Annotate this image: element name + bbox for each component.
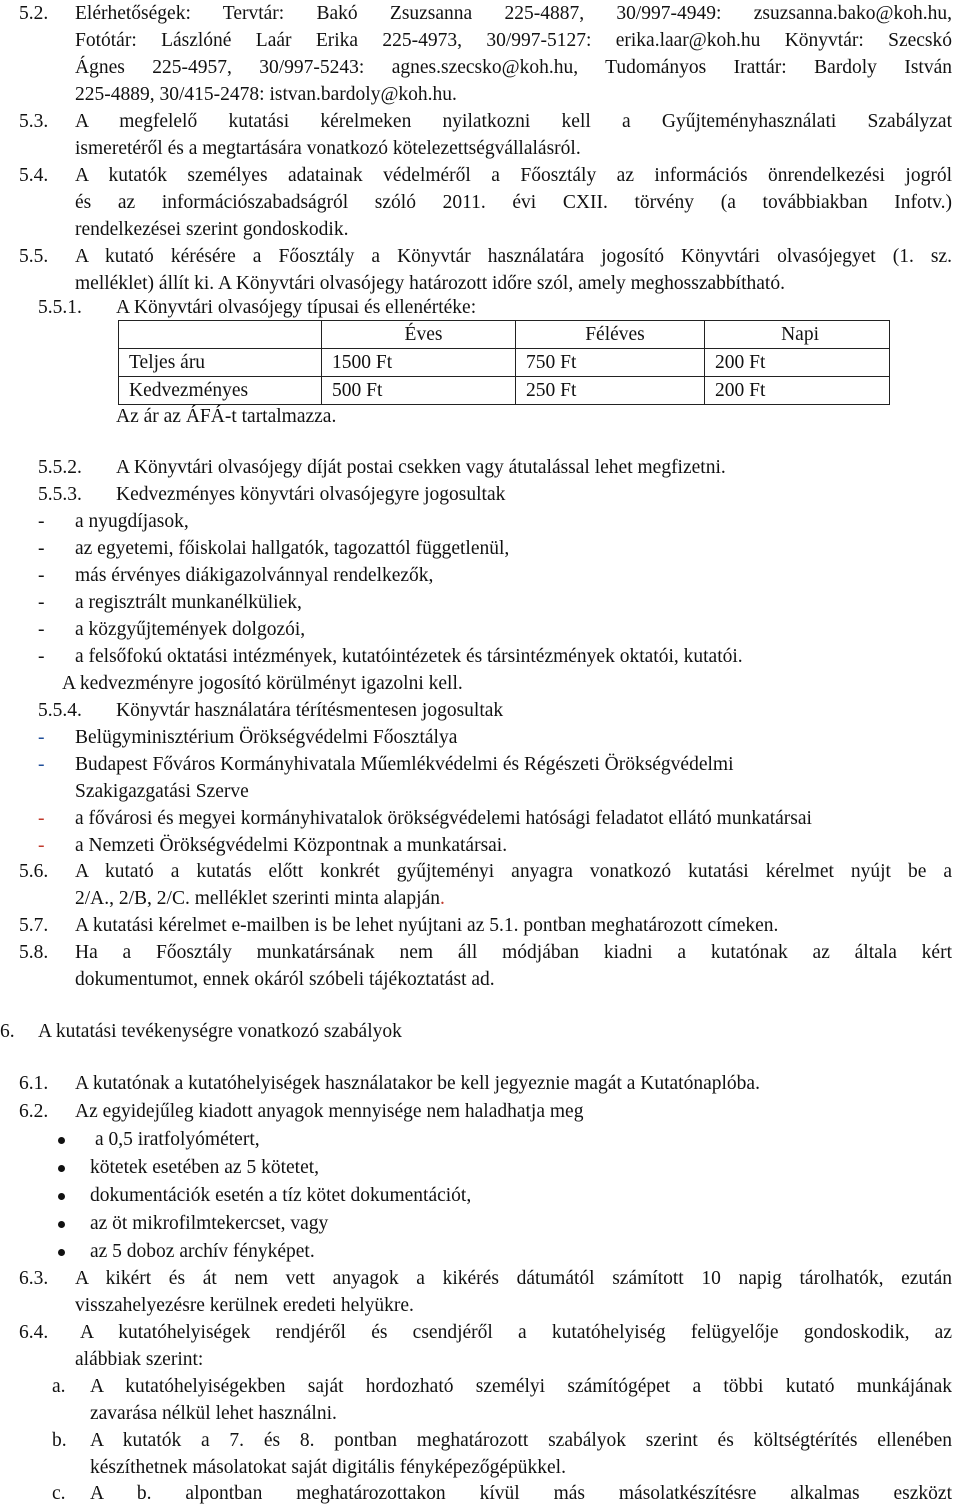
section-6-4-line-1 [0,1319,960,1346]
table-cell: 750 Ft [516,349,705,377]
section-5-5-1-title [0,294,960,321]
section-5-2-line-1 [0,0,960,27]
table-header-row [119,321,890,349]
bullet-item [0,1154,960,1181]
section-6-4-line-2 [0,1346,960,1373]
list-dash: - [38,592,45,613]
bullet-icon [58,1165,65,1172]
point-text: zavarása nélkül lehet használni. [90,1403,337,1424]
table-cell: 200 Ft [705,377,890,405]
list-dash: - [38,538,45,559]
paragraph-text: melléklet) állít ki. A Könyvtári olvasójegy határozott időre szól, amely meghosszabbítható. [75,273,785,294]
bullet-item-text: az öt mikrofilmtekercset, vagy [90,1213,329,1234]
paragraph-text: dokumentumot, ennek okáról szóbeli tájékoztatást ad. [75,969,495,990]
list-item [0,643,960,670]
section-5-7 [0,912,960,939]
bullet-icon [58,1221,65,1228]
section-5-3-line-1 [0,108,960,135]
list-item-continuation [0,778,960,805]
paragraph-text: A megfelelő kutatási kérelmeken nyilatkozni kell a Gyűjteményhasználati Szabályzat [75,111,952,132]
bullet-icon [58,1249,65,1256]
section-6-1 [0,1070,960,1097]
contact-text: 225-4889, 30/415-2478: istvan.bardoly@koh.hu. [75,84,457,105]
table-header-cell [119,321,322,349]
table-cell: Teljes áru [119,349,322,377]
paragraph-text: és az információszabadságról szóló 2011. évi CXII. törvény (a továbbiakban Infotv.) [75,192,952,213]
section-number: 5.5. [19,246,49,267]
paragraph-text [75,885,445,912]
list-item [0,535,960,562]
section-number: 5.7. [19,915,49,936]
list-item-text: a Nemzeti Örökségvédelmi Központnak a munkatársai. [75,835,508,856]
list-item-text: Budapest Főváros Kormányhivatala Műemlékvédelmi és Régészeti Örökségvédelmi [75,754,734,775]
point-text: A b. alpontban meghatározottakon kívül más másolatkészítésre alkalmas eszközt [90,1483,952,1504]
section-number: 5.8. [19,942,49,963]
section-5-5-line-2 [0,270,960,297]
list-note-text: A kedvezményre jogosító körülményt igazolni kell. [62,673,463,694]
paragraph-text: Ha a Főosztály munkatársának nem áll módjában kiadni a kutatónak az általa kért [75,942,952,963]
section-5-4-line-1 [0,162,960,189]
paragraph-text: A kutatóhelyiségek rendjéről és csendjéről a kutatóhelyiség felügyelője gondoskodik, az [80,1322,952,1343]
list-item-text: a nyugdíjasok, [75,511,189,532]
list-item [0,805,960,832]
section-5-6-line-2 [0,885,960,912]
paragraph-text: A Könyvtári olvasójegy díját postai csekken vagy átutalással lehet megfizetni. [116,457,726,478]
price-note-text: Az ár az ÁFÁ-t tartalmazza. [116,406,337,427]
table-cell: 250 Ft [516,377,705,405]
list-item-text: a fővárosi és megyei kormányhivatalok örökségvédelemi hatósági feladatot ellátó munkatársai [75,808,812,829]
section-number: 6. [0,1021,15,1042]
bullet-item [0,1126,960,1153]
bullet-item [0,1238,960,1265]
point-text: A kutatóhelyiségekben saját hordozható személyi számítógépet a többi kutató munkájának [90,1376,952,1397]
list-item-text: a felsőfokú oktatási intézmények, kutatóintézetek és társintézmények oktatói, kutatói. [75,646,743,667]
bullet-icon [58,1193,65,1200]
section-5-5-2 [0,454,960,481]
point-b-line-1 [0,1427,960,1454]
list-dash: - [38,565,45,586]
list-dash: - [38,646,45,667]
list-dash: - [38,754,45,775]
list-dash: - [38,835,45,856]
paragraph-text: A kutatók személyes adatainak védelméről a Főosztály az információs önrendelkezési jogról [75,165,952,186]
point-a-line-1 [0,1373,960,1400]
table-header-cell: Napi [705,321,890,349]
section-5-2-line-2 [0,27,960,54]
paragraph-text: rendelkezései szerint gondoskodik. [75,219,349,240]
section-number: 5.6. [19,861,49,882]
list-item [0,832,960,859]
section-number: 5.5.2. [38,457,82,478]
section-6-heading [0,1018,960,1045]
section-number: 5.3. [19,111,49,132]
section-5-2-line-4 [0,81,960,108]
section-5-3-line-2 [0,135,960,162]
list-item-text: más érvényes diákigazolvánnyal rendelkezők, [75,565,434,586]
section-number: 6.4. [19,1322,49,1343]
section-number: 6.3. [19,1268,49,1289]
section-number: 5.5.3. [38,484,82,505]
section-5-6-line-1 [0,858,960,885]
subsection-title: Az egyidejűleg kiadott anyagok mennyisége nem haladhatja meg [75,1101,584,1122]
point-a-line-2 [0,1400,960,1427]
list-item-text: a regisztrált munkanélküliek, [75,592,302,613]
list-note [0,670,960,697]
point-c-line-1 [0,1480,960,1507]
list-item-text: a közgyűjtemények dolgozói, [75,619,306,640]
section-5-8-line-1 [0,939,960,966]
section-6-2-title [0,1098,960,1125]
point-label: c. [52,1483,66,1504]
table-cell: Kedvezményes [119,377,322,405]
list-item [0,751,960,778]
section-5-8-line-2 [0,966,960,993]
point-label: b. [52,1430,67,1451]
list-item-text: Belügyminisztérium Örökségvédelmi Főosztálya [75,727,458,748]
paragraph-text: A kikért és át nem vett anyagok a kikérés dátumától számított 10 napig tárolhatók, ezután [75,1268,952,1289]
table-cell: 500 Ft [322,377,516,405]
list-dash: - [38,511,45,532]
paragraph-text: alábbiak szerint: [75,1349,204,1370]
paragraph-text-end: . [440,888,445,909]
list-item [0,616,960,643]
table-row [119,349,890,377]
section-title: A kutatási tevékenységre vonatkozó szabályok [38,1021,402,1042]
list-dash: - [38,808,45,829]
section-5-4-line-2 [0,189,960,216]
point-b-line-2 [0,1454,960,1481]
bullet-item-text: az 5 doboz archív fényképet. [90,1241,315,1262]
section-number: 6.1. [19,1073,49,1094]
bullet-item-text: kötetek esetében az 5 kötetet, [90,1157,320,1178]
paragraph-text: A kutató kérésére a Főosztály a Könyvtár használatára jogosító Könyvtári olvasójegyet (1. sz. [75,246,952,267]
section-number: 6.2. [19,1101,49,1122]
section-number: 5.5.4. [38,700,82,721]
table-row [119,377,890,405]
table-header-cell: Éves [322,321,516,349]
list-item [0,508,960,535]
table-cell: 1500 Ft [322,349,516,377]
section-5-5-3-title [0,481,960,508]
price-note [0,403,960,430]
section-5-5-4-title [0,697,960,724]
list-dash: - [38,619,45,640]
paragraph-text: ismeretéről és a megtartására vonatkozó kötelezettségvállalásról. [75,138,581,159]
section-number: 5.5.1. [38,297,82,318]
paragraph-text: A kutatónak a kutatóhelyiségek használatakor be kell jegyeznie magát a Kutatónaplóba. [75,1073,760,1094]
bullet-item [0,1182,960,1209]
subsection-title: Könyvtár használatára térítésmentesen jogosultak [116,700,504,721]
list-item-text: Szakigazgatási Szerve [75,781,249,802]
point-text: készíthetnek másolatokat saját digitális fényképezőgépükkel. [90,1457,566,1478]
list-item-text: az egyetemi, főiskolai hallgatók, tagozattól függetlenül, [75,538,510,559]
list-item [0,562,960,589]
list-item [0,589,960,616]
price-table [118,320,890,405]
bullet-item-text: a 0,5 iratfolyómétert, [95,1129,260,1150]
section-number: 5.4. [19,165,49,186]
list-dash: - [38,727,45,748]
subsection-title: A Könyvtári olvasójegy típusai és ellenértéke: [116,297,477,318]
point-text: A kutatók a 7. és 8. pontban meghatározott szabályok szerint és költségtérítés ellenében [90,1430,952,1451]
section-6-3-line-2 [0,1292,960,1319]
bullet-item-text: dokumentációk esetén a tíz kötet dokumentációt, [90,1185,472,1206]
section-6-3-line-1 [0,1265,960,1292]
point-label: a. [52,1376,66,1397]
section-5-2-line-3 [0,54,960,81]
paragraph-text: visszahelyezésre kerülnek eredeti helyükre. [75,1295,414,1316]
contact-text: Elérhetőségek: Tervtár: Bakó Zsuzsanna 225-4887, 30/997-4949: zsuzsanna.bako@koh.hu, [75,3,952,24]
contact-text: Fotótár: Lászlóné Laár Erika 225-4973, 30/997-5127: erika.laar@koh.hu Könyvtár: Szecskó [75,30,952,51]
section-number: 5.2. [19,3,49,24]
contact-text: Ágnes 225-4957, 30/997-5243: agnes.szecsko@koh.hu, Tudományos Irattár: Bardoly István [75,57,952,78]
bullet-icon [58,1137,65,1144]
subsection-title: Kedvezményes könyvtári olvasójegyre jogosultak [116,484,506,505]
paragraph-text-body: 2/A., 2/B, 2/C. melléklet szerinti minta alapján [75,888,441,909]
section-5-4-line-3 [0,216,960,243]
bullet-item [0,1210,960,1237]
section-5-5-line-1 [0,243,960,270]
table-header-cell: Féléves [516,321,705,349]
paragraph-text: A kutatási kérelmet e-mailben is be lehet nyújtani az 5.1. pontban meghatározott címeken. [75,915,779,936]
paragraph-text: A kutató a kutatás előtt konkrét gyűjteményi anyagra vonatkozó kutatási kérelmet nyújt be a [75,861,952,882]
table-cell: 200 Ft [705,349,890,377]
list-item [0,724,960,751]
